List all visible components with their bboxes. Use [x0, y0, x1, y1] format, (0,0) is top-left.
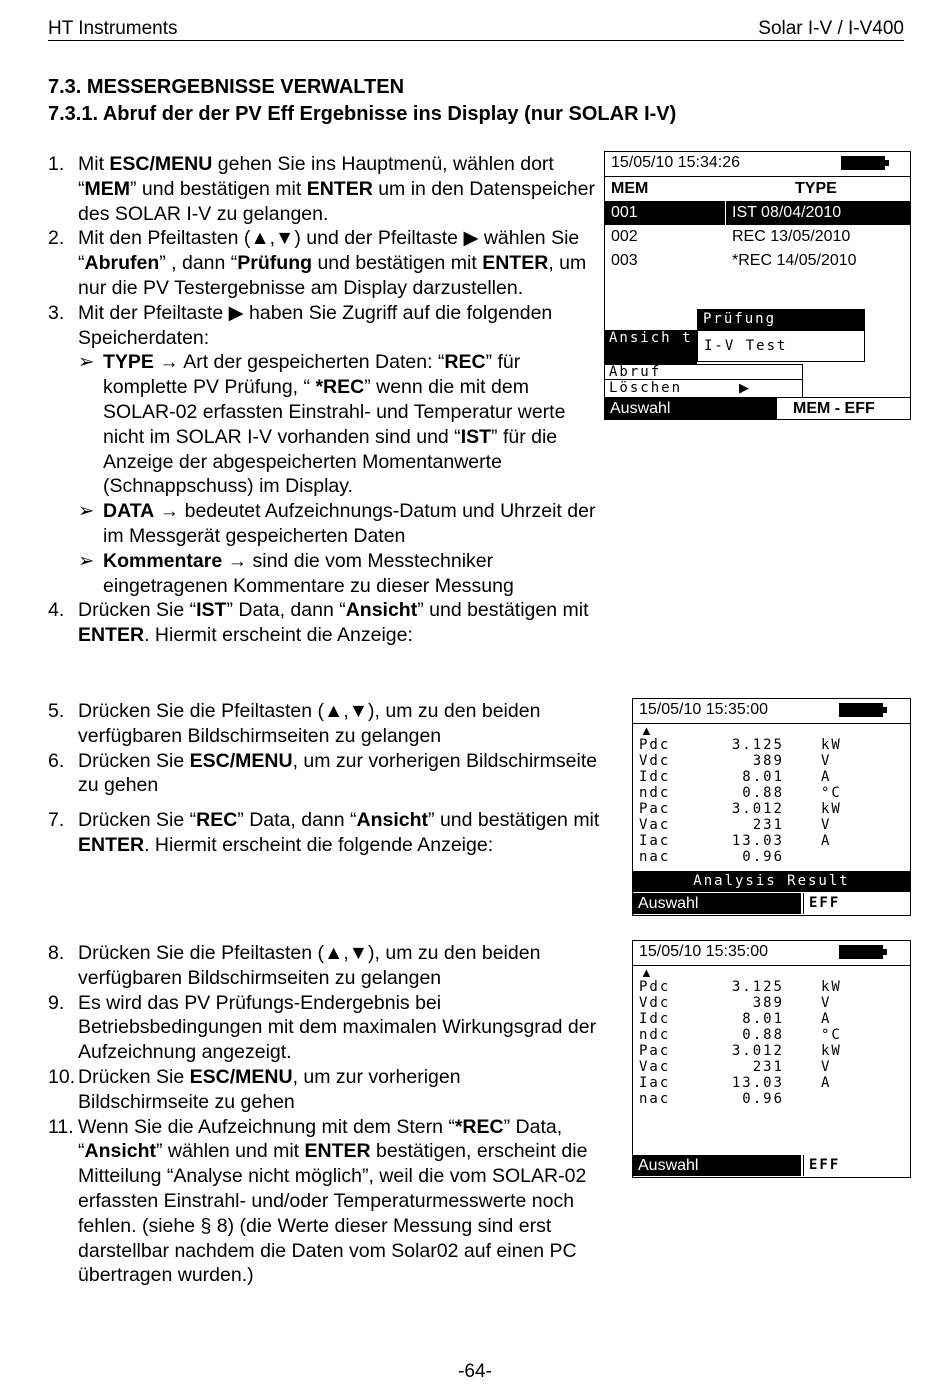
measurement-name: nac [639, 1091, 671, 1107]
scroll-up-icon: ▲ [640, 723, 653, 738]
step-5: 5. Drücken Sie die Pfeiltasten (▲,▼), um zu den beiden verfügbaren Bildschirmseiten zu gelangen [48, 700, 541, 747]
measurement-row [639, 979, 910, 995]
measurement-row [639, 849, 910, 865]
menu-abruf[interactable]: Abruf [605, 364, 803, 380]
steps-block-1 [48, 152, 603, 648]
analysis-result-banner: Analysis Result [633, 871, 910, 892]
measurement-name: Pac [639, 1043, 671, 1059]
measurement-list [639, 737, 910, 865]
header-model: Solar I-V / I-V400 [758, 18, 904, 39]
measurement-row [639, 1059, 910, 1075]
measurement-row [639, 801, 910, 817]
measurement-row [639, 737, 910, 753]
measurement-value: 3.125 [731, 737, 784, 753]
measurement-value: 389 [752, 753, 784, 769]
page-number: -64- [458, 1361, 492, 1382]
subsection-title: 7.3.1. Abruf der der PV Eff Ergebnisse ins Display (nur SOLAR I-V) [48, 103, 677, 125]
measurement-name: ndc [639, 1027, 671, 1043]
sub-kommentare: ➢ Kommentare → sind die vom Messtechniker eingetragenen Kommentare zu dieser Messung [78, 549, 514, 597]
memory-row-selected[interactable]: 001 IST 08/04/2010 [605, 201, 910, 225]
measurement-name: Idc [639, 769, 671, 785]
header-brand: HT Instruments [48, 18, 178, 39]
display-datetime: 15/05/10 15:35:00 [639, 701, 769, 718]
step-4: 4. Drücken Sie “IST” Data, dann “Ansicht” und bestätigen mit ENTER. Hiermit erscheint die Anzeige: [48, 599, 589, 647]
measurement-row [639, 753, 910, 769]
display-status-bar [605, 152, 910, 177]
sub-data: ➢ DATA → bedeutet Aufzeichnungs-Datum und Uhrzeit der im Messgerät gespeicherten Daten [78, 500, 596, 547]
measurement-unit: kW [821, 979, 842, 995]
battery-icon [839, 945, 883, 959]
measurement-unit: A [821, 769, 832, 785]
step-10: 10. Drücken Sie ESC/MENU, um zur vorherigen Bildschirmseite zu gehen [48, 1065, 461, 1113]
measurement-row [639, 785, 910, 801]
measurement-name: Vac [639, 817, 671, 833]
display-footer [605, 397, 910, 419]
measurement-name: ndc [639, 785, 671, 801]
measurement-value: 0.88 [742, 1027, 784, 1043]
menu-ansicht[interactable]: Ansich t [605, 330, 697, 364]
measurement-unit: A [821, 1075, 832, 1091]
measurement-name: Vac [639, 1059, 671, 1075]
col-mem-header: MEM [611, 180, 649, 197]
measurement-name: Pdc [639, 979, 671, 995]
measurement-unit: A [821, 1011, 832, 1027]
measurement-row [639, 1011, 910, 1027]
measurement-value: 8.01 [742, 1011, 784, 1027]
measurement-value: 0.88 [742, 785, 784, 801]
measurement-unit: V [821, 817, 832, 833]
measurement-unit: kW [821, 737, 842, 753]
step-11: 11. Wenn Sie die Aufzeichnung mit dem Stern “*REC” Data, “Ansicht” wählen und mit ENTER bestätigen, erscheint die Mitteilung “Analyse nicht möglich”, weil die vom SOLAR-02 erfassten Einstrahl- und/oder Temperaturmesswerte noch fehlen. (siehe § 8) (die Werte dieser Messung sind erst darstellbar nachdem die Daten vom Solar02 auf einen PC übertragen wurden.) [48, 1115, 588, 1287]
measurement-row [639, 1043, 910, 1059]
measurement-name: Iac [639, 1075, 671, 1091]
measurement-row [639, 769, 910, 785]
measurement-name: Pac [639, 801, 671, 817]
measurement-unit: V [821, 995, 832, 1011]
measurement-row [639, 1027, 910, 1043]
measurement-value: 13.03 [731, 1075, 784, 1091]
display-footer [633, 1155, 910, 1176]
measurement-row [639, 995, 910, 1011]
display-footer [633, 893, 910, 914]
step-3: 3. Mit der Pfeiltaste ▶ haben Sie Zugriff auf die folgenden Speicherdaten: [48, 301, 553, 349]
measurement-list [639, 979, 910, 1107]
measurement-unit: °C [821, 1027, 842, 1043]
step-7: 7. Drücken Sie “REC” Data, dann “Ansicht” und bestätigen mit ENTER. Hiermit erscheint die folgende Anzeige: [48, 809, 600, 856]
display-status-bar [633, 699, 910, 724]
measurement-name: Vdc [639, 995, 671, 1011]
measurement-value: 13.03 [731, 833, 784, 849]
measurement-unit: °C [821, 785, 842, 801]
measurement-unit: V [821, 1059, 832, 1075]
step-8: 8. Drücken Sie die Pfeiltasten (▲,▼), um zu den beiden verfügbaren Bildschirmseiten zu gelangen [48, 942, 541, 989]
measurement-row [639, 833, 910, 849]
measurement-value: 3.125 [731, 979, 784, 995]
measurement-name: Idc [639, 1011, 671, 1027]
step-2: 2. Mit den Pfeiltasten (▲,▼) und der Pfeiltaste ▶ wählen Sie “Abrufen” , dann “Prüfung und bestätigen mit ENTER, um nur die PV Testergebnisse am Display darzustellen. [48, 227, 587, 299]
measurement-unit: V [821, 753, 832, 769]
display-datetime: 15/05/10 15:34:26 [611, 154, 741, 171]
submenu-pruefung[interactable]: Prüfung [697, 309, 865, 330]
display-status-bar [633, 941, 910, 966]
measurement-value: 8.01 [742, 769, 784, 785]
measurement-value: 389 [752, 995, 784, 1011]
col-type-header: TYPE [795, 180, 837, 197]
sub-type: ➢ TYPE → Art der gespeicherten Daten: “REC” für komplette PV Prüfung, “ *REC” wenn die mit dem SOLAR-02 erfassten Einstrahl- und Temperatur werte nicht im SOLAR I-V vorhanden sind und “IST” für die Anzeige der abgespeicherten Momentanwerte (Schnappschuss) im Display. [78, 351, 566, 498]
measurement-name: Vdc [639, 753, 671, 769]
measurement-name: Iac [639, 833, 671, 849]
measurement-value: 231 [752, 1059, 784, 1075]
measurement-unit: A [821, 833, 832, 849]
measurement-unit: kW [821, 801, 842, 817]
measurement-row [639, 1075, 910, 1091]
measurement-unit: kW [821, 1043, 842, 1059]
softkey-eff[interactable]: EFF [803, 893, 910, 914]
step-9: 9. Es wird das PV Prüfungs-Endergebnis bei Betriebsbedingungen mit dem maximalen Wirkungsgrad der Aufzeichnung angezeigt. [48, 991, 597, 1064]
measurement-name: nac [639, 849, 671, 865]
step-6: 6. Drücken Sie ESC/MENU, um zur vorherigen Bildschirmseite zu gehen [48, 749, 598, 797]
measurement-value: 3.012 [731, 1043, 784, 1059]
steps-block-3 [48, 941, 630, 1288]
menu-loeschen: Löschen [609, 380, 683, 396]
measurement-row [639, 1091, 910, 1107]
memory-table-header [605, 177, 910, 202]
measurement-value: 0.96 [742, 849, 784, 865]
memory-row[interactable]: 002 REC 13/05/2010 [611, 228, 851, 245]
result-display-ist [632, 698, 911, 916]
measurement-value: 0.96 [742, 1091, 784, 1107]
menu-loeschen-row[interactable] [605, 379, 803, 397]
section-title: 7.3. MESSERGEBNISSE VERWALTEN [48, 76, 405, 98]
measurement-value: 3.012 [731, 801, 784, 817]
page-header [48, 18, 904, 41]
measurement-row [639, 817, 910, 833]
measurement-value: 231 [752, 817, 784, 833]
softkey-auswahl[interactable]: Auswahl [605, 398, 777, 419]
submenu-iv-test[interactable]: I-V Test [697, 330, 865, 362]
step-1: 1. Mit ESC/MENU gehen Sie ins Hauptmenü, wählen dort “MEM” und bestätigen mit ENTER um in den Datenspeicher des SOLAR I-V zu gelangen. [48, 153, 595, 225]
softkey-auswahl[interactable]: Auswahl [633, 893, 801, 914]
steps-block-2 [48, 699, 618, 858]
measurement-name: Pdc [639, 737, 671, 753]
display-datetime: 15/05/10 15:35:00 [639, 943, 769, 960]
battery-icon [841, 156, 885, 170]
softkey-auswahl[interactable]: Auswahl [633, 1155, 801, 1176]
memory-row[interactable]: 003 *REC 14/05/2010 [611, 252, 857, 269]
memory-display [604, 151, 911, 420]
battery-icon [839, 703, 883, 717]
softkey-eff[interactable]: EFF [803, 1155, 910, 1176]
result-display-rec [632, 940, 911, 1178]
scroll-up-icon: ▲ [640, 965, 653, 980]
submenu-arrow-icon: ▶ [739, 380, 749, 395]
softkey-mem-eff[interactable]: MEM - EFF [793, 400, 875, 417]
